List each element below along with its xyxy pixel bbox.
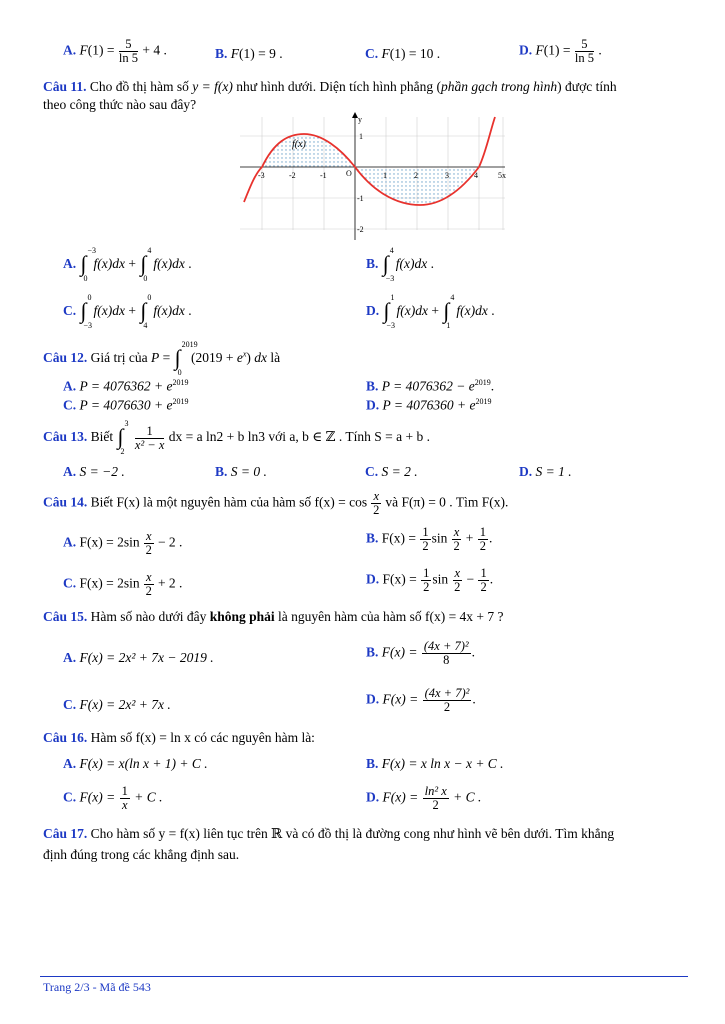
q12-option-a: A. $P = 4076362 + e^{2019}$ <box>63 378 189 394</box>
label-x: x <box>502 171 506 180</box>
tick-y--1: -1 <box>357 194 364 203</box>
prev-answer-d: D. F(1) = $\frac{5}{\ln 5}$ . <box>519 37 602 65</box>
label-fx: f(x) <box>292 139 306 150</box>
q15-option-b: B. F(x) = $\frac{\text{(4x + 7)²}}{8}$ . <box>366 639 476 667</box>
prev-answer-c: C. F(1) = 10 . <box>365 46 441 61</box>
tick-y--2: -2 <box>357 225 364 234</box>
q11-stem-2: theo công thức nào sau đây? <box>43 97 197 112</box>
fraction: $\frac{5}{\ln 5}$ <box>574 37 594 65</box>
tick-x-1: 1 <box>383 171 387 180</box>
tick-x-3: 3 <box>445 171 449 180</box>
tick-x--3: -3 <box>258 171 265 180</box>
q16-stem: Câu 16. Hàm số f(x) = ln x có các nguyên hàm là: <box>43 730 315 745</box>
q12-option-b: B. $P = 4076362 - e^{2019}$. <box>366 378 495 394</box>
prev-answer-a: A. F(1) = $\frac{5}{\ln 5}$ + 4 . <box>63 37 167 65</box>
q13-option-d: D. S = 1 . <box>519 464 572 479</box>
q13-option-a: A. S = −2 . <box>63 464 125 479</box>
fraction: $\frac{5}{\ln 5}$ <box>118 37 138 65</box>
q15-option-c: C. F(x) = 2x² + 7x . <box>63 697 171 712</box>
q14-option-a: A. F(x) = 2sin $\frac{x}{2}$ − 2 . <box>63 529 183 557</box>
q13-stem: Câu 13. Biết ∫ 3 2 $\frac{1}{\text{x² − x}}$ dx = a ln2 + b ln3 với a, b ∈ ℤ . Tính S = a + b . <box>43 419 430 456</box>
q14-option-c: C. F(x) = 2sin $\frac{x}{2}$ + 2 . <box>63 570 183 598</box>
q16-option-d: D. F(x) = $\frac{\text{ln² x}}{2}$ + C . <box>366 784 482 812</box>
q11-graph <box>240 112 510 242</box>
q15-stem: Câu 15. Hàm số nào dưới đây không phải là nguyên hàm của hàm số f(x) = 4x + 7 ? <box>43 609 504 624</box>
q15-option-a: A. F(x) = 2x² + 7x − 2019 . <box>63 650 214 665</box>
tick-x-4: 4 <box>474 171 478 180</box>
page-footer: Trang 2/3 - Mã đề 543 <box>43 980 151 994</box>
q14-option-d: D. F(x) = $\frac{1}{2}$ sin $\frac{x}{2}$ − $\frac{1}{2}$ . <box>366 566 494 594</box>
q12-option-c: C. $P = 4076630 + e^{2019}$ <box>63 397 189 413</box>
q16-option-b: B. F(x) = x ln x − x + C . <box>366 756 504 771</box>
prev-answer-b: B. F(1) = 9 . <box>215 46 283 61</box>
tick-x--1: -1 <box>320 171 327 180</box>
tick-x--2: -2 <box>289 171 296 180</box>
origin-label: O <box>346 169 352 178</box>
q11-option-c: C. ∫ 0 −3 f(x)dx + ∫ 0 4 f(x)dx . <box>63 293 192 330</box>
q14-option-b: B. F(x) = $\frac{1}{2}$ sin $\frac{x}{2}$ + $\frac{1}{2}$ . <box>366 525 493 553</box>
q14-stem: Câu 14. Biết F(x) là một nguyên hàm của hàm số f(x) = cos $\frac{x}{2}$ và F(π) = 0 . Tìm F(x). <box>43 489 509 517</box>
q11-option-d: D. ∫ 1 −3 f(x)dx + ∫ 4 1 f(x)dx . <box>366 293 495 330</box>
q11-option-a: A. ∫ −3 0 f(x)dx + ∫ 4 0 f(x)dx . <box>63 246 192 283</box>
q16-option-c: C. F(x) = $\frac{1}{x}$ + C . <box>63 784 163 812</box>
q12-option-d: D. $P = 4076360 + e^{2019}$ <box>366 397 492 413</box>
label-y: y <box>358 115 362 124</box>
q16-option-a: A. F(x) = x(ln x + 1) + C . <box>63 756 208 771</box>
q15-option-d: D. F(x) = $\frac{\text{(4x + 7)²}}{2}$ . <box>366 686 476 714</box>
q13-option-c: C. S = 2 . <box>365 464 418 479</box>
footer-divider <box>40 976 688 977</box>
q11-option-b: B. ∫ 4 −3 f(x)dx . <box>366 246 434 283</box>
q17-stem: Câu 17. Cho hàm số y = f(x) liên tục trên ℝ và có đồ thị là đường cong như hình vẽ bên dưới. Tìm khẳng <box>43 826 615 841</box>
q11-stem: Câu 11. Cho đồ thị hàm số y = f(x) như hình dưới. Diện tích hình phẳng (phần gạch trong hình) được tính <box>43 79 617 94</box>
q17-stem-2: định đúng trong các khẳng định sau. <box>43 847 240 862</box>
q12-stem: Câu 12. Giá trị của P = ∫ 2019 0 $(2019 + e^x)$ dx là <box>43 340 281 377</box>
tick-y-1: 1 <box>359 132 363 141</box>
q13-option-b: B. S = 0 . <box>215 464 267 479</box>
tick-x-2: 2 <box>414 171 418 180</box>
tick-x-5: 5 <box>498 171 502 180</box>
